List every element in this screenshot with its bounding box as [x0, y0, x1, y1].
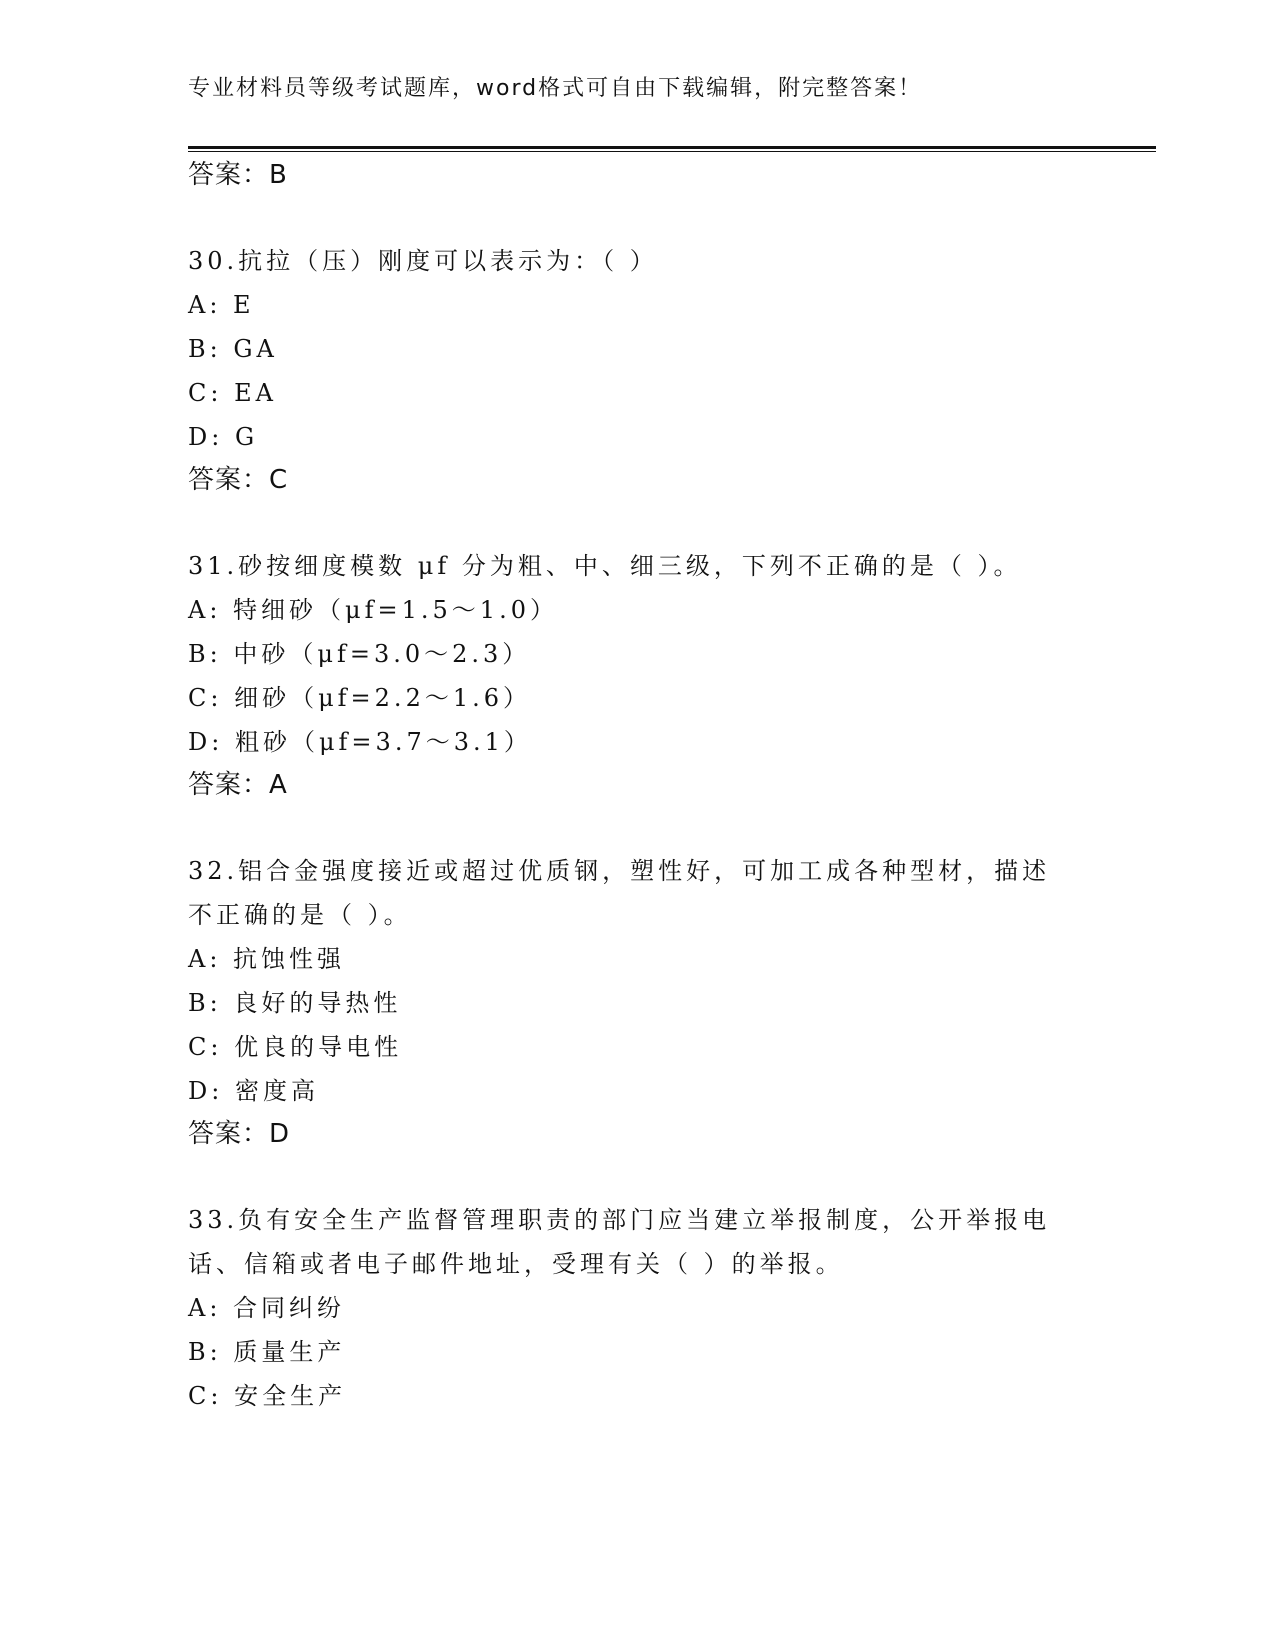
question-32-line-2: 不正确的是（ ）。 [188, 901, 412, 929]
option-32-b: B: 良好的导热性 [188, 989, 402, 1017]
option-30-b: B: GA [188, 335, 278, 363]
option-31-a: A: 特细砂（μf=1.5～1.0） [188, 596, 558, 624]
option-30-c: C: EA [188, 379, 277, 407]
answer-31: 答案：A [188, 770, 288, 800]
option-33-c: C: 安全生产 [188, 1382, 347, 1410]
header-rule-thick [188, 146, 1156, 149]
question-33-line-1: 33.负有安全生产监督管理职责的部门应当建立举报制度，公开举报电 [188, 1206, 1051, 1234]
question-32-line-1: 32.铝合金强度接近或超过优质钢，塑性好，可加工成各种型材，描述 [188, 857, 1051, 885]
option-33-a: A: 合同纠纷 [188, 1294, 346, 1322]
option-31-c: C: 细砂（μf=2.2～1.6） [188, 684, 532, 712]
option-32-c: C: 优良的导电性 [188, 1033, 403, 1061]
option-31-b: B: 中砂（μf=3.0～2.3） [188, 640, 531, 668]
page-header: 专业材料员等级考试题库，word格式可自由下载编辑，附完整答案！ [188, 76, 923, 101]
option-32-d: D: 密度高 [188, 1077, 319, 1105]
answer-29: 答案：B [188, 160, 288, 190]
option-33-b: B: 质量生产 [188, 1338, 346, 1366]
question-30: 30.抗拉（压）刚度可以表示为：（ ） [188, 247, 658, 275]
option-30-d: D: G [188, 423, 259, 451]
question-31: 31.砂按细度模数 μf 分为粗、中、细三级，下列不正确的是（ ）。 [188, 552, 1022, 580]
answer-30: 答案：C [188, 465, 289, 495]
answer-32: 答案：D [188, 1119, 291, 1149]
question-33-line-2: 话、信箱或者电子邮件地址，受理有关（ ）的举报。 [188, 1250, 844, 1278]
option-31-d: D: 粗砂（μf=3.7～3.1） [188, 728, 532, 756]
option-32-a: A: 抗蚀性强 [188, 945, 346, 973]
header-rule-thin [188, 151, 1156, 152]
option-30-a: A: E [188, 291, 255, 319]
